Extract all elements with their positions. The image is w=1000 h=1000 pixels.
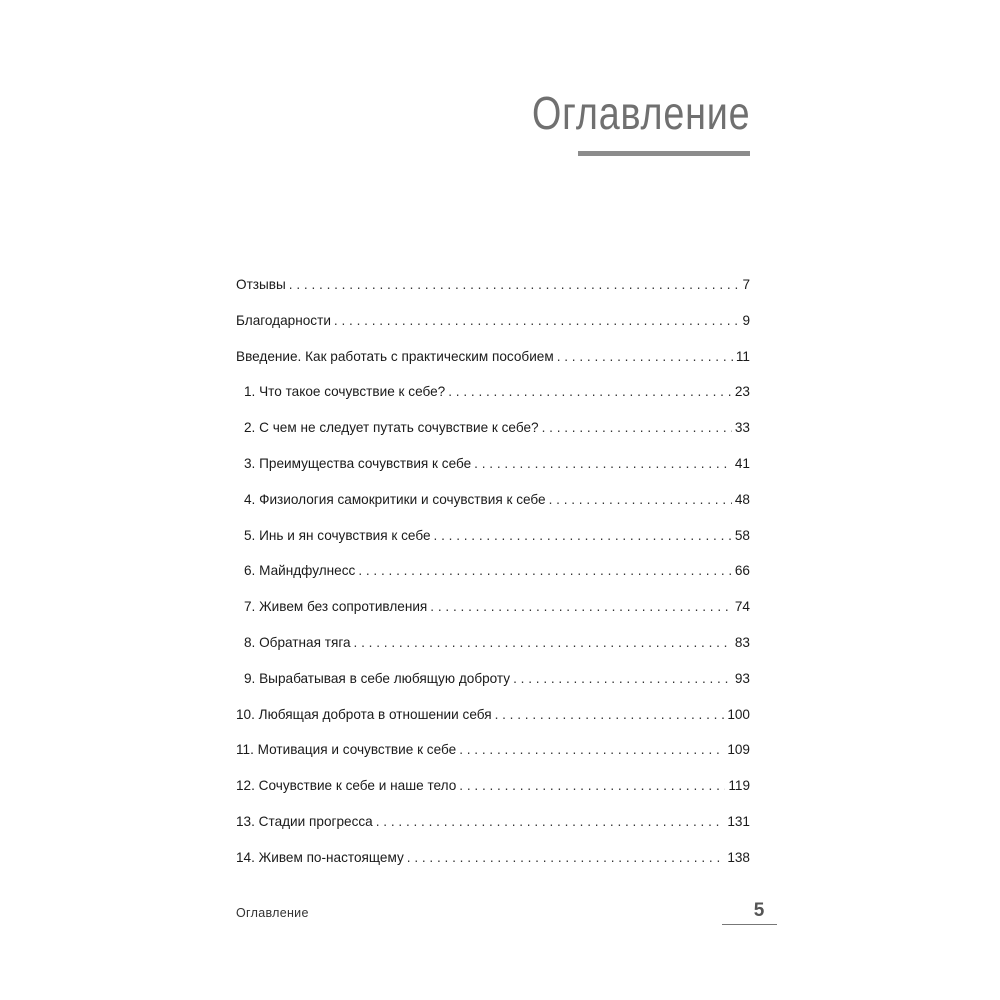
toc-entry-title: 6. Майндфулнесс — [244, 563, 356, 579]
dot-leader — [448, 377, 732, 407]
toc-entry-page: 23 — [734, 384, 750, 400]
toc-entry-page: 58 — [734, 527, 750, 543]
dot-leader — [376, 807, 725, 837]
dot-leader — [549, 485, 732, 515]
toc-entry-title: 1. Что такое сочувствие к себе? — [244, 384, 446, 400]
toc-entry[interactable] — [236, 521, 750, 557]
toc-entry[interactable] — [236, 735, 750, 771]
toc-entry-title: 4. Физиология самокритики и сочувствия к себе — [244, 491, 546, 507]
toc-entry-page: 7 — [742, 277, 750, 292]
toc-entry-page: 100 — [727, 706, 750, 722]
dot-leader — [430, 592, 732, 622]
toc-entry-page: 41 — [734, 455, 750, 471]
toc-entry[interactable] — [236, 843, 750, 879]
toc-entry-page: 11 — [735, 348, 750, 364]
toc-entry[interactable] — [236, 342, 750, 378]
toc-entry-page: 33 — [734, 420, 750, 436]
toc-entry[interactable] — [236, 664, 750, 700]
toc-entry[interactable] — [236, 270, 750, 306]
toc-entry-title: 10. Любящая доброта в отношении себя — [236, 706, 492, 722]
toc-entry-title: 12. Сочувствие к себе и наше тело — [236, 778, 457, 794]
dot-leader — [459, 771, 725, 801]
dot-leader — [513, 664, 732, 694]
dot-leader — [474, 449, 732, 479]
dot-leader — [495, 700, 725, 730]
toc-entry-page: 83 — [734, 634, 750, 650]
toc-entry-title: 8. Обратная тяга — [244, 634, 351, 650]
dot-leader — [434, 521, 732, 551]
dot-leader — [358, 556, 732, 586]
toc-entry[interactable] — [236, 377, 750, 413]
toc-entry-title: 9. Вырабатывая в себе любящую доброту — [244, 670, 511, 686]
dot-leader — [334, 306, 740, 336]
page-number: 5 — [753, 900, 765, 921]
toc-entry[interactable] — [236, 449, 750, 485]
toc-entry-title: 7. Живем без сопротивления — [244, 599, 428, 615]
running-footer: Оглавление — [236, 906, 309, 920]
dot-leader — [459, 735, 724, 765]
toc-entry-page: 9 — [742, 312, 750, 328]
toc-entry[interactable] — [236, 556, 750, 592]
table-of-contents — [236, 270, 750, 879]
toc-entry[interactable] — [236, 485, 750, 521]
dot-leader — [407, 843, 725, 873]
toc-entry[interactable] — [236, 628, 750, 664]
toc-entry[interactable] — [236, 306, 750, 342]
toc-entry-page: 66 — [734, 563, 750, 579]
toc-entry-page: 74 — [734, 599, 750, 615]
toc-entry[interactable] — [236, 807, 750, 843]
toc-entry[interactable] — [236, 700, 750, 736]
toc-entry-title: Введение. Как работать с практическим пособием — [236, 348, 554, 364]
toc-entry-title: 3. Преимущества сочувствия к себе — [244, 455, 472, 471]
toc-entry-page: 131 — [727, 813, 750, 829]
toc-entry-page: 93 — [734, 670, 750, 686]
toc-entry-title: Благодарности — [236, 312, 331, 328]
dot-leader — [354, 628, 732, 658]
dot-leader — [542, 413, 732, 443]
title-underline — [578, 151, 750, 156]
toc-entry[interactable] — [236, 771, 750, 807]
page-title: Оглавление — [531, 87, 750, 139]
toc-entry-page: 48 — [734, 491, 750, 507]
toc-entry-title: 5. Инь и ян сочувствия к себе — [244, 527, 431, 543]
toc-entry-title: 11. Мотивация и сочувствие к себе — [236, 742, 457, 758]
toc-entry-title: 2. С чем не следует путать сочувствие к себе? — [244, 420, 539, 436]
dot-leader — [289, 270, 740, 300]
toc-entry-title: 14. Живем по-настоящему — [236, 849, 404, 865]
page-number-rule — [722, 924, 777, 925]
toc-entry[interactable] — [236, 592, 750, 628]
dot-leader — [557, 342, 733, 372]
toc-entry-title: Отзывы — [236, 277, 286, 292]
toc-entry-page: 138 — [727, 849, 750, 865]
toc-entry-page: 119 — [728, 778, 750, 794]
toc-entry-title: 13. Стадии прогресса — [236, 813, 373, 829]
toc-entry[interactable] — [236, 413, 750, 449]
toc-entry-page: 109 — [727, 742, 750, 758]
